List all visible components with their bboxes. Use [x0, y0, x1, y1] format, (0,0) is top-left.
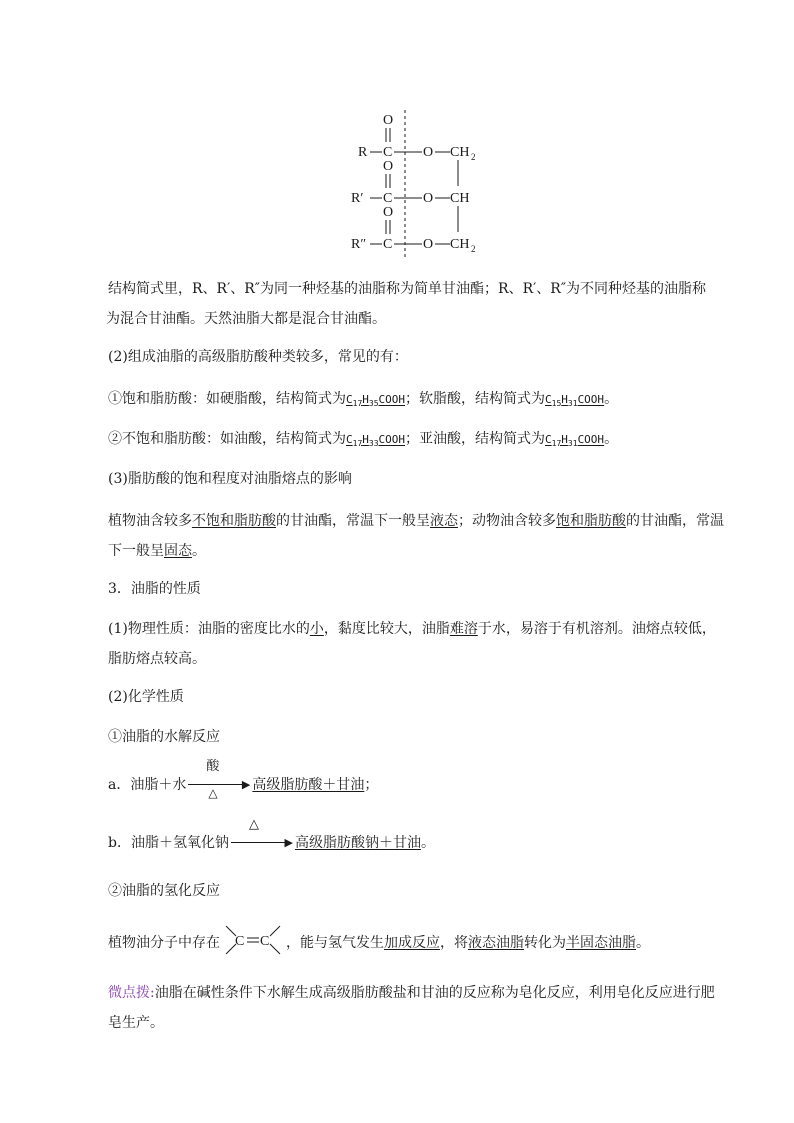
reaction-arrow-heat: △ ▶ [231, 828, 293, 858]
ester-o-2: O [423, 191, 434, 206]
paragraph-hydrogenation-heading: ②油脂的氢化反应 [108, 883, 220, 899]
paragraph-line: 结构简式里，R、R′、R″为同一种烃基的油脂称为简单甘油酯；R、R′、R″为不同种烃基的油脂称 [108, 281, 707, 297]
r-group-2: R′ [351, 191, 364, 206]
paragraph-chemical-heading: (2)化学性质 [108, 689, 184, 705]
ch-middle: CH [450, 191, 470, 206]
paragraph-line: 下一般呈固态。 [108, 543, 206, 559]
triglyceride-structure [340, 108, 500, 264]
paragraph-hydrogenation: 植物油分子中存在 C C ，能与氢气发生加成反应，将液态油脂转化为半固态油脂。 [108, 926, 708, 960]
equation-base-hydrolysis: b．油脂＋氢氧化钠 △ ▶ 高级脂肪酸钠＋甘油。 [108, 828, 708, 858]
paragraph-line: 为混合甘油酯。天然油脂大都是混合甘油酯。 [106, 311, 386, 327]
ch2-bottom: CH [450, 237, 470, 252]
equation-acid-hydrolysis: a．油脂＋水 酸 ▶ △ 高级脂肪酸＋甘油； [108, 759, 379, 800]
ch2-top: CH [450, 145, 470, 160]
ch2-bottom-subscript: 2 [471, 244, 476, 254]
carbon-right: C [260, 934, 270, 949]
formula-oleic-acid: $C_{17}H_{33}COOH$ [346, 433, 406, 449]
carbon-3: C [383, 237, 393, 252]
paragraph-line: 微点拨:油脂在碱性条件下水解生成高级脂肪酸盐和甘油的反应称为皂化反应，利用皂化反应进行肥 [108, 985, 715, 1001]
paragraph-line: 脂肪熔点较高。 [108, 651, 206, 667]
formula-stearic-acid: $C_{17}H_{35}COOH$ [346, 393, 406, 409]
section-heading-properties: 3．油脂的性质 [108, 581, 201, 597]
formula-linoleic-acid: $C_{17}H_{31}COOH$ [545, 433, 605, 449]
reaction-arrow-acid: 酸 ▶ △ [188, 770, 250, 800]
formula-palmitic-acid: $C_{15}H_{31}COOH$ [545, 393, 605, 409]
r-group-1: R [358, 145, 368, 160]
ester-o-1: O [423, 145, 434, 160]
carbonyl-o-3: O [383, 205, 394, 220]
ester-o-3: O [423, 237, 434, 252]
paragraph-fatty-acid-intro: (2)组成油脂的高级脂肪酸种类较多，常见的有： [108, 349, 408, 365]
paragraph-saturation-heading: (3)脂肪酸的饱和程度对油脂熔点的影响 [108, 471, 352, 487]
carbon-double-bond-diagram [222, 920, 284, 960]
paragraph-melting-point [108, 506, 724, 566]
carbon-2: C [383, 191, 393, 206]
carbon-1: C [383, 145, 393, 160]
paragraph-glyceride-types [108, 274, 708, 334]
paragraph-line: 皂生产。 [108, 1015, 164, 1031]
paragraph-physical-properties [108, 614, 716, 674]
carbon-left: C [235, 934, 245, 949]
carbonyl-o-2: O [383, 159, 394, 174]
paragraph-line: (1)物理性质：油脂的密度比水的小，黏度比较大，油脂难溶于水，易溶于有机溶剂。油熔点较低， [108, 621, 716, 637]
paragraph-line: 植物油含较多不饱和脂肪酸的甘油酯，常温下一般呈液态；动物油含较多饱和脂肪酸的甘油酯，常温 [108, 513, 724, 529]
paragraph-unsaturated-acids: ②不饱和脂肪酸：如油酸，结构简式为$C_{17}H_{33}COOH$；亚油酸，结构简式为$C_{17}H_{31}COOH$。 [108, 431, 619, 449]
paragraph-hydrolysis-heading: ①油脂的水解反应 [108, 729, 220, 745]
tip-label: 微点拨: [108, 985, 155, 1001]
paragraph-tip [108, 978, 715, 1038]
carbonyl-o-1: O [383, 113, 394, 128]
paragraph-saturated-acids: ①饱和脂肪酸：如硬脂酸，结构简式为$C_{17}H_{35}COOH$；软脂酸，结构简式为$C_{15}H_{31}COOH$。 [108, 391, 619, 409]
ch2-top-subscript: 2 [471, 152, 476, 162]
r-group-3: R″ [351, 237, 367, 252]
